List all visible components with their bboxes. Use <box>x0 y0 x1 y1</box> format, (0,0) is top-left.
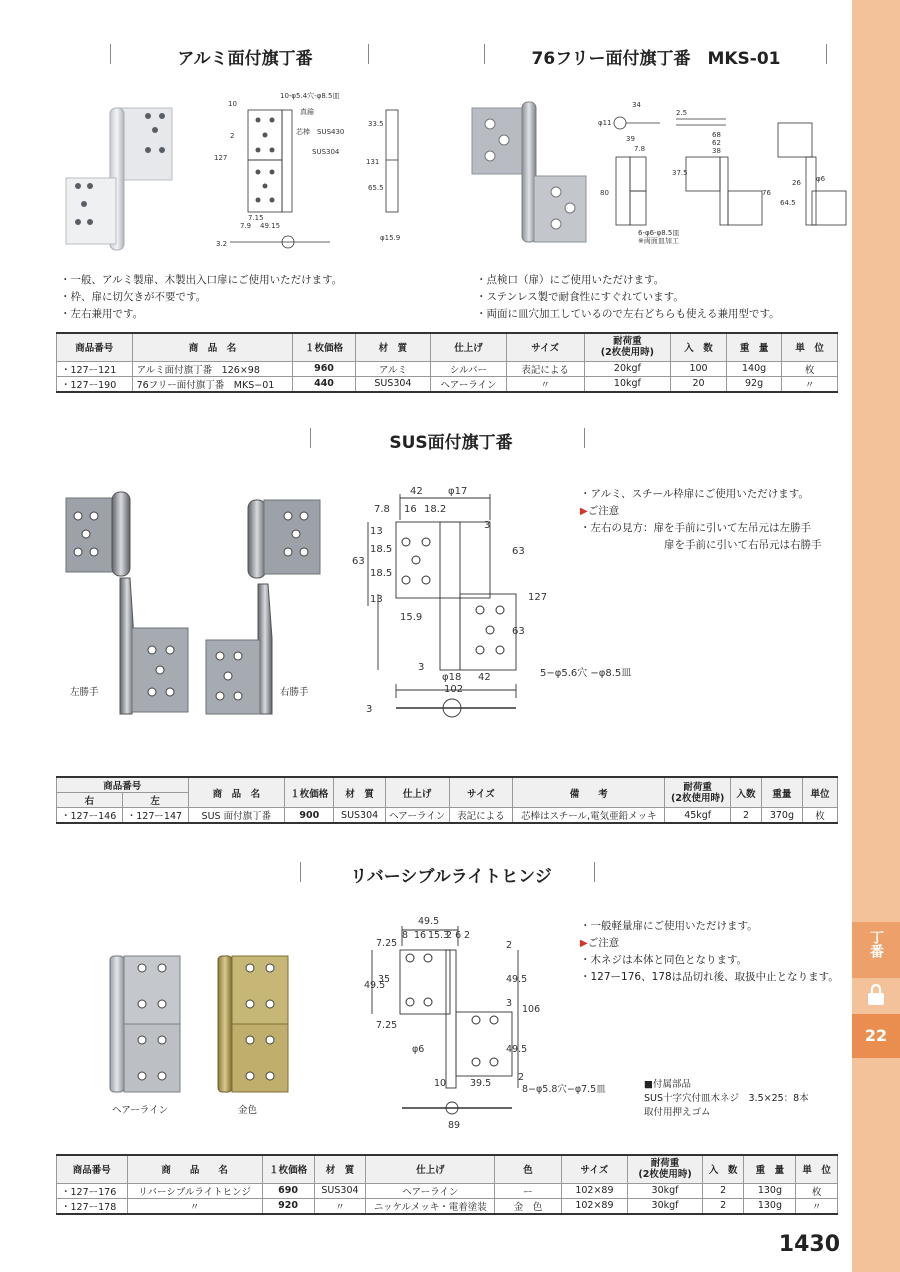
title-bar <box>484 44 485 64</box>
table-cell: 30kgf <box>628 1183 703 1198</box>
dim-holes: 5−φ5.6穴 −φ8.5皿 <box>540 668 632 679</box>
table-cell: ヘアーライン <box>431 376 507 392</box>
features-alumi <box>60 272 342 323</box>
dim-holes: 8−φ5.8穴−φ7.5皿 <box>522 1084 606 1095</box>
th: １枚価格 <box>262 1155 314 1183</box>
th: サイズ <box>561 1155 627 1183</box>
dim-2-bottom: 2 <box>518 1072 525 1083</box>
alumi-hinge-drawing <box>200 90 430 260</box>
caution-arrow-icon: ▶ <box>580 506 588 517</box>
table-cell: SUS304 <box>334 808 385 824</box>
dim-62: 62 <box>712 139 721 147</box>
table-cell: 〃 <box>796 1198 838 1214</box>
table-cell: アルミ面付旗丁番 126×98 <box>132 361 293 376</box>
th: 重 量 <box>744 1155 796 1183</box>
label-left-hand: 左勝手 <box>70 687 99 698</box>
sidebar-category-tab[interactable] <box>852 922 900 978</box>
th: 仕上げ <box>385 777 449 808</box>
table-cell: 〃 <box>506 376 584 392</box>
table-cell: 表記による <box>506 361 584 376</box>
table-cell: 960 <box>293 361 355 376</box>
table-row <box>57 376 838 392</box>
table-cell: 20kgf <box>584 361 671 376</box>
table-cell: 〃 <box>782 376 838 392</box>
feature-line: ・一般軽量扉にご使用いただけます。 <box>580 920 758 932</box>
accessory-parts <box>644 1078 809 1120</box>
title-bar <box>110 44 111 64</box>
dim-3-top: 3 <box>484 520 491 531</box>
hinge-icon <box>866 984 886 1006</box>
dim-core: 芯棒 SUS430 <box>296 128 345 136</box>
th: 重 量 <box>726 333 782 361</box>
dim-645: 64.5 <box>780 199 796 207</box>
dim-4915: 49.15 <box>260 222 281 230</box>
label-gold: 金色 <box>238 1105 258 1116</box>
dim-395: 39.5 <box>470 1078 492 1089</box>
dim-3-bottom: 3 <box>418 662 425 673</box>
dim-11: φ11 <box>598 119 612 127</box>
table-row <box>57 1183 838 1198</box>
dim-159: φ15.9 <box>380 234 401 242</box>
dim-182: 18.2 <box>424 504 447 515</box>
table-cell: 370g <box>761 808 802 824</box>
table-cell: 〃 <box>314 1198 366 1214</box>
table-cell: 10kgf <box>584 376 671 392</box>
dim-35: 35 <box>378 974 391 985</box>
table-row <box>57 361 838 376</box>
dim-495-lower: 49.5 <box>506 1044 528 1055</box>
dim-3-side: 3 <box>366 704 373 715</box>
caution-label: ご注意 <box>587 505 620 517</box>
dim-725-top: 7.25 <box>376 938 398 949</box>
table-cell: 100 <box>671 361 727 376</box>
th: 重量 <box>761 777 802 808</box>
table-cell: 2 <box>702 1198 744 1214</box>
dim-185-b: 18.5 <box>370 568 393 579</box>
feature-line: ・点検口（扉）にご使用いただけます。 <box>476 274 665 286</box>
th: 耐荷重 (2枚使用時) <box>628 1155 703 1183</box>
table-cell: ・127ー146 <box>57 808 123 824</box>
table-cell: SUS304 <box>355 376 431 392</box>
th: 入 数 <box>702 1155 744 1183</box>
table-cell: ・127ー176 <box>57 1183 128 1198</box>
page-number: 1430 <box>778 1232 840 1257</box>
th: 商品番号 <box>57 777 189 793</box>
dim-79: 7.9 <box>240 222 252 230</box>
dim-153: 15.3 <box>428 930 450 941</box>
reversible-hinge-photos <box>100 948 290 1098</box>
table-cell: ヘアーライン <box>385 808 449 824</box>
label-right-hand: 右勝手 <box>280 687 309 698</box>
features-reversible <box>580 918 839 986</box>
sidebar-strip <box>852 0 900 1272</box>
dim-13-bottom: 13 <box>370 594 383 605</box>
dim-131: 131 <box>366 158 380 166</box>
alumi-hinge-photo <box>60 100 190 260</box>
dim-89: 89 <box>448 1120 461 1131</box>
dim-106: 106 <box>522 1004 541 1015</box>
th: １枚価格 <box>285 777 334 808</box>
dim-80: 80 <box>600 189 609 197</box>
table-cell: ・127ー190 <box>57 376 133 392</box>
th: 入数 <box>731 777 762 808</box>
dim-33: 33.5 <box>368 120 384 128</box>
table-cell: 枚 <box>796 1183 838 1198</box>
section-title-mks01: 76フリー面付旗丁番 MKS-01 <box>531 49 781 69</box>
title-bar <box>826 44 827 64</box>
table-cell: ・127ー178 <box>57 1198 128 1214</box>
spec-table-1 <box>56 332 838 393</box>
title-bar <box>368 44 369 64</box>
dim-34: 34 <box>632 101 641 109</box>
dim-63-left: 63 <box>352 556 365 567</box>
title-bar <box>584 428 585 448</box>
caution-label: ご注意 <box>587 937 620 949</box>
dim-10: 10 <box>228 100 237 108</box>
th: 商品番号 <box>57 1155 128 1183</box>
feature-line: ・左右兼用です。 <box>60 308 144 320</box>
mks01-hinge-photo <box>470 100 590 250</box>
table-cell: SUS304 <box>314 1183 366 1198</box>
table-cell: 表記による <box>449 808 513 824</box>
dim-159: 15.9 <box>400 612 423 623</box>
section-title-reversible: リバーシブルライトヒンジ <box>350 867 552 887</box>
th: １枚価格 <box>293 333 355 361</box>
feature-line: ・左右の見方：扉を手前に引いて左吊元は左勝手 <box>580 522 811 534</box>
table-cell: シルバー <box>431 361 507 376</box>
table-cell: ー <box>495 1183 561 1198</box>
dim-127: 127 <box>214 154 228 162</box>
dim-185-a: 18.5 <box>370 544 393 555</box>
feature-line: ・アルミ、スチール枠扉にご使用いただけます。 <box>580 488 809 500</box>
dim-26: 2 6 <box>446 930 462 941</box>
table-cell: 690 <box>262 1183 314 1198</box>
feature-line: ・木ネジは本体と同色となります。 <box>580 954 748 966</box>
dim-63-right: 63 <box>512 546 525 557</box>
table-cell: ・127ー147 <box>122 808 188 824</box>
feature-line: ・一般、アルミ製扉、木製出入口扉にご使用いただけます。 <box>60 274 343 286</box>
th: 材 質 <box>355 333 431 361</box>
th: 単位 <box>802 777 837 808</box>
dim-715: 7.15 <box>248 214 264 222</box>
th: 単 位 <box>782 333 838 361</box>
th: 商 品 名 <box>132 333 293 361</box>
dim-32: 3.2 <box>216 240 228 248</box>
th: 仕上げ <box>431 333 507 361</box>
th: サイズ <box>506 333 584 361</box>
table-cell: 芯棒はスチール,電気亜鉛メッキ <box>513 808 665 824</box>
table-cell: 2 <box>702 1183 744 1198</box>
dim-13-top: 13 <box>370 526 383 537</box>
dim-76: 76 <box>762 189 771 197</box>
table-cell: 枚 <box>802 808 837 824</box>
sidebar-category-label: 丁番 <box>868 930 884 958</box>
dim-26: 26 <box>792 179 801 187</box>
dim-3: 3 <box>506 998 513 1009</box>
table-cell: 140g <box>726 361 782 376</box>
section-title-sus: SUS面付旗丁番 <box>389 433 513 453</box>
table-row <box>57 808 838 824</box>
table-cell: 102×89 <box>561 1183 627 1198</box>
table-cell: リバーシブルライトヒンジ <box>127 1183 262 1198</box>
dim-25: 2.5 <box>676 109 688 117</box>
dim-78: 7.8 <box>634 145 646 153</box>
label-hairline: ヘアーライン <box>112 1105 169 1116</box>
parts-heading: ■付属部品 <box>644 1079 691 1090</box>
section-title-alumi: アルミ面付旗丁番 <box>177 49 313 69</box>
dim-holes: 6-φ6-φ8.5皿 <box>638 229 680 237</box>
dim-65: 65.5 <box>368 184 384 192</box>
table-cell: ・127ー121 <box>57 361 133 376</box>
parts-line: SUS十字穴付皿木ネジ 3.5×25：8本 <box>644 1093 809 1104</box>
dim-42-lower: 42 <box>478 672 491 683</box>
dim-2-top: 2 <box>464 930 471 941</box>
table-cell: 30kgf <box>628 1198 703 1214</box>
dim-63-lower: 63 <box>512 626 525 637</box>
table-cell: 20 <box>671 376 727 392</box>
dim-body: SUS304 <box>312 148 340 156</box>
table-cell: 2 <box>731 808 762 824</box>
table-cell: SUS 面付旗丁番 <box>188 808 285 824</box>
table-cell: 102×89 <box>561 1198 627 1214</box>
spec-table-2 <box>56 776 838 824</box>
feature-line: 扉を手前に引いて右吊元は右勝手 <box>664 539 822 551</box>
th: 備 考 <box>513 777 665 808</box>
table-row <box>57 1198 838 1214</box>
features-sus <box>580 486 822 554</box>
feature-line: ・127ー176、178は品切れ後、取扱中止となります。 <box>580 971 839 983</box>
feature-line: ・両面に皿穴加工しているので左右どちらも使える兼用型です。 <box>476 308 780 320</box>
dim-42: 42 <box>410 486 423 497</box>
dim-2: 2 <box>230 132 235 140</box>
table-cell: 金 色 <box>495 1198 561 1214</box>
table-cell: 45kgf <box>665 808 731 824</box>
dim-495-top: 49.5 <box>418 916 440 927</box>
title-bar <box>594 862 595 882</box>
dim-375: 37.5 <box>672 169 688 177</box>
th: 材 質 <box>314 1155 366 1183</box>
table-cell: 〃 <box>127 1198 262 1214</box>
dim-note: ※両面皿加工 <box>638 237 679 245</box>
table-cell: 130g <box>744 1198 796 1214</box>
table-cell: 440 <box>293 376 355 392</box>
dim-6: φ6 <box>816 175 826 183</box>
th: 耐荷重 (2枚使用時) <box>665 777 731 808</box>
th: 色 <box>495 1155 561 1183</box>
dim-2-right: 2 <box>506 940 513 951</box>
th: 左 <box>122 793 188 808</box>
dim-16: 16 <box>404 504 417 515</box>
th: 仕上げ <box>366 1155 495 1183</box>
dim-18: φ18 <box>442 672 462 683</box>
table-cell: 900 <box>285 808 334 824</box>
table-cell: 130g <box>744 1183 796 1198</box>
table-cell: 92g <box>726 376 782 392</box>
th: 商 品 名 <box>127 1155 262 1183</box>
parts-line: 取付用押えゴム <box>644 1107 711 1118</box>
table-cell: アルミ <box>355 361 431 376</box>
table-cell: ヘアーライン <box>366 1183 495 1198</box>
dim-holes: 10-φ5.4穴-φ8.5皿 <box>280 92 340 100</box>
feature-line: ・枠、扉に切欠きが不要です。 <box>60 291 207 303</box>
table-cell: 76フリー面付旗丁番 MKS−01 <box>132 376 293 392</box>
dim-38: 38 <box>712 147 721 155</box>
dim-78: 7.8 <box>374 504 390 515</box>
th: 右 <box>57 793 123 808</box>
dim-8: 8 <box>402 930 409 941</box>
dim-brass: 真鍮 <box>300 108 314 116</box>
table-cell: 枚 <box>782 361 838 376</box>
features-mks01 <box>476 272 780 323</box>
dim-6: φ6 <box>412 1044 425 1055</box>
th: 耐荷重 (2枚使用時) <box>584 333 671 361</box>
caution-arrow-icon: ▶ <box>580 938 588 949</box>
spec-table-3 <box>56 1154 838 1215</box>
title-bar <box>300 862 301 882</box>
dim-495-right: 49.5 <box>506 974 528 985</box>
th: 材 質 <box>334 777 385 808</box>
sidebar-page-label: 22 <box>864 1026 888 1045</box>
feature-line: ・ステンレス製で耐食性にすぐれています。 <box>476 291 684 303</box>
dim-10: 10 <box>434 1078 447 1089</box>
th: サイズ <box>449 777 513 808</box>
dim-102: 102 <box>444 684 464 695</box>
dim-725-bottom: 7.25 <box>376 1020 398 1031</box>
dim-495-left: 49.5 <box>364 980 386 991</box>
th: 単 位 <box>796 1155 838 1183</box>
dim-17: φ17 <box>448 486 468 497</box>
dim-16: 16 <box>414 930 427 941</box>
mks01-hinge-drawing <box>596 95 846 255</box>
sidebar-page-tab[interactable] <box>852 1014 900 1058</box>
th: 入 数 <box>671 333 727 361</box>
dim-127: 127 <box>528 592 548 603</box>
dim-39: 39 <box>626 135 635 143</box>
th: 商 品 名 <box>188 777 285 808</box>
dim-68: 68 <box>712 131 721 139</box>
th: 商品番号 <box>57 333 133 361</box>
table-cell: 920 <box>262 1198 314 1214</box>
title-bar <box>310 428 311 448</box>
table-cell: ニッケルメッキ・電着塗装 <box>366 1198 495 1214</box>
